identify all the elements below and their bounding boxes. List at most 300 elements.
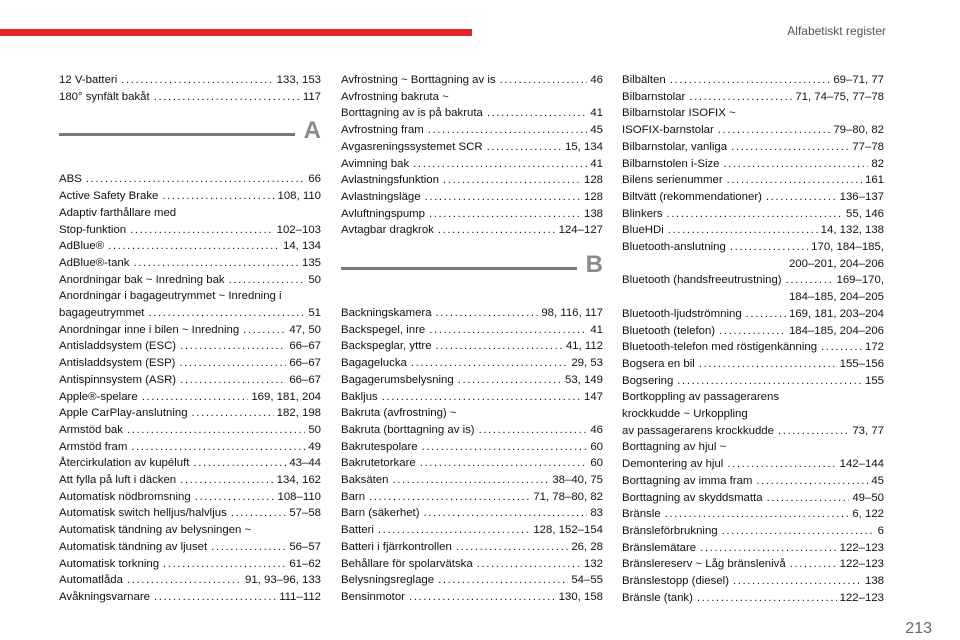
index-entry: [59, 338, 321, 355]
dot-leader: [718, 122, 831, 139]
entry-line: [622, 573, 884, 590]
entry-text: Bluetooth-ljudströmning: [622, 307, 742, 320]
entry-line: [341, 422, 603, 439]
entry-text: Anordningar inne i bilen ~ Inredning: [59, 323, 240, 336]
index-entry: [341, 389, 603, 406]
index-entry: [59, 522, 321, 555]
index-entry: [341, 222, 603, 239]
index-entry: [341, 455, 603, 472]
entry-pages: 108, 110: [277, 190, 321, 203]
entry-line: [341, 206, 603, 223]
dot-leader: [456, 539, 569, 556]
entry-line: [59, 572, 321, 589]
dot-leader: [195, 489, 275, 506]
dot-leader: [458, 372, 562, 389]
entry-line: [622, 189, 884, 206]
dot-leader: [411, 355, 568, 372]
entry-pages: 29, 53: [571, 357, 603, 370]
dot-leader: [243, 322, 286, 339]
entry-text: Borttagning av skyddsmatta: [622, 491, 763, 504]
dot-leader: [719, 323, 786, 340]
entry-pages: 155: [864, 374, 884, 387]
entry-pages: 170, 184–185,: [811, 241, 884, 254]
entry-text: ABS: [59, 173, 82, 186]
dot-leader: [724, 156, 869, 173]
dot-leader: [229, 272, 306, 289]
dot-leader: [436, 305, 539, 322]
dot-leader: [756, 473, 868, 490]
dot-leader: [487, 105, 587, 122]
entry-pages: 79–80, 82: [833, 124, 884, 137]
entry-text: AdBlue®: [59, 240, 105, 253]
dot-leader: [424, 505, 588, 522]
entry-text: BlueHDi: [622, 224, 664, 237]
entry-pages: 111–112: [279, 590, 321, 603]
entry-line: [341, 222, 603, 239]
entry-text: Bluetooth (telefon): [622, 324, 716, 337]
entry-line: [622, 206, 884, 223]
entry-pages: 49–50: [852, 491, 884, 504]
entry-line: [59, 338, 321, 355]
entry-line: [59, 422, 321, 439]
entry-text: Bensinmotor: [341, 590, 405, 603]
index-entry: [622, 540, 884, 557]
index-entry: [341, 122, 603, 139]
entry-line: [622, 72, 884, 89]
entry-line: [341, 439, 603, 456]
index-entry: [341, 372, 603, 389]
entry-text: Bluetooth (handsfreeutrustning): [622, 274, 782, 287]
entry-pages: 82: [871, 157, 884, 170]
dot-leader: [767, 490, 850, 507]
entry-pages: 161: [864, 174, 884, 187]
index-entry: [341, 89, 603, 122]
index-entry: [59, 472, 321, 489]
index-entry: [59, 505, 321, 522]
index-entry: [341, 172, 603, 189]
entry-line: [59, 539, 321, 556]
entry-pages: 135: [301, 256, 321, 269]
dot-leader: [677, 373, 862, 390]
section-divider: [59, 119, 321, 163]
index-entry: [622, 239, 884, 272]
index-entry: [622, 523, 884, 540]
entry-line: [622, 373, 884, 390]
entry-text: Belysningsreglage: [341, 574, 435, 587]
index-entry: [622, 356, 884, 373]
dot-leader: [746, 306, 786, 323]
index-entry: [622, 439, 884, 472]
entry-line: [622, 556, 884, 573]
entry-line: [59, 171, 321, 188]
entry-pages: 61–62: [289, 557, 321, 570]
index-entry: [622, 222, 884, 239]
entry-text: Bilbälten: [622, 74, 666, 86]
entry-line: [622, 423, 884, 440]
entry-line: [622, 156, 884, 173]
entry-pages: 134, 162: [276, 474, 321, 487]
dot-leader: [154, 89, 300, 106]
entry-line: [59, 305, 321, 322]
entry-pages: 45: [590, 124, 603, 137]
entry-text: Bakruta (avfrostning) ~: [341, 407, 457, 420]
index-entry: [59, 72, 321, 89]
entry-line: [341, 139, 603, 156]
dot-leader: [731, 139, 849, 156]
entry-pages: 6, 122: [852, 508, 884, 521]
entry-line: [341, 589, 603, 606]
entry-text: Automatisk tändning av belysningen ~: [59, 524, 252, 537]
entry-text: Att fylla på luft i däcken: [59, 474, 177, 487]
entry-line: [341, 72, 603, 89]
entry-pages: 128: [583, 190, 603, 203]
dot-leader: [369, 489, 530, 506]
entry-pages: 50: [308, 273, 321, 286]
entry-pages-continued: 200–201, 204–206: [788, 257, 884, 270]
entry-pages: 83: [590, 507, 603, 520]
dot-leader: [413, 156, 587, 173]
entry-text: Avlastningsläge: [341, 190, 421, 203]
entry-text: Borttagning av is på bakruta: [341, 107, 483, 120]
entry-line: [622, 306, 884, 323]
index-entry: [341, 405, 603, 438]
entry-text: Bränslereserv ~ Låg bränslenivå: [622, 558, 786, 571]
section-divider: [341, 253, 603, 297]
index-entry: [341, 338, 603, 355]
entry-text: Apple CarPlay-anslutning: [59, 407, 188, 420]
entry-line: [341, 156, 603, 173]
dot-leader: [436, 338, 563, 355]
entry-pages: 66: [308, 173, 321, 186]
dot-leader: [668, 222, 818, 239]
index-entry: [59, 89, 321, 106]
index-entry: [622, 573, 884, 590]
entry-line: [59, 188, 321, 205]
entry-pages: 14, 134: [282, 240, 321, 253]
index-entry: [622, 172, 884, 189]
index-entry: [59, 489, 321, 506]
index-entry: [341, 156, 603, 173]
entry-pages: 50: [308, 423, 321, 436]
entry-line: [59, 455, 321, 472]
entry-line: [341, 539, 603, 556]
entry-line: [341, 355, 603, 372]
index-entry: [341, 589, 603, 606]
index-entry: [59, 422, 321, 439]
entry-text: Avfrostning ~ Borttagning av is: [341, 74, 496, 86]
dot-leader: [193, 455, 286, 472]
index-entry: [341, 539, 603, 556]
entry-line: [341, 389, 603, 406]
entry-text: Avgasreningssystemet SCR: [341, 140, 483, 153]
index-entry: [341, 139, 603, 156]
entry-pages: 122–123: [839, 591, 884, 604]
header-accent-bar: [0, 29, 472, 36]
dot-leader: [211, 539, 286, 556]
entry-text: Automatisk nödbromsning: [59, 490, 191, 503]
entry-text: Antisladdsystem (ESC): [59, 340, 177, 353]
dot-leader: [766, 189, 837, 206]
entry-pages: 102–103: [276, 223, 321, 236]
index-entry: [59, 455, 321, 472]
entry-line: [59, 272, 321, 289]
entry-text: Bilbarnstolar ISOFIX ~: [622, 107, 736, 120]
dot-leader: [821, 339, 862, 356]
index-entry: [59, 355, 321, 372]
index-entry: [622, 306, 884, 323]
dot-leader: [154, 589, 276, 606]
entry-line: [59, 589, 321, 606]
entry-line: [622, 590, 884, 607]
entry-line: [622, 523, 884, 540]
dot-leader: [730, 239, 808, 256]
index-entry: [59, 238, 321, 255]
entry-pages: 15, 134: [564, 140, 603, 153]
index-entry: [622, 156, 884, 173]
dot-leader: [670, 72, 831, 89]
entry-text: Automatlåda: [59, 574, 123, 587]
dot-leader: [192, 405, 274, 422]
entry-pages: 98, 116, 117: [541, 307, 603, 320]
entry-line: [59, 489, 321, 506]
entry-text: Bilbarnstolen i-Size: [622, 157, 720, 170]
entry-text: Automatisk tändning av ljuset: [59, 540, 208, 553]
entry-text: Behållare för spolarvätska: [341, 557, 473, 570]
entry-pages: 43–44: [289, 457, 321, 470]
entry-line: [622, 323, 884, 340]
entry-pages: 53, 149: [564, 373, 603, 386]
index-entry: [341, 439, 603, 456]
entry-text: Automatisk torkning: [59, 557, 160, 570]
entry-pages: 66–67: [289, 357, 321, 370]
entry-line: [622, 540, 884, 557]
index-entry: [341, 522, 603, 539]
entry-line: [59, 405, 321, 422]
entry-line: [341, 322, 603, 339]
entry-text: Borttagning av hjul ~: [622, 441, 727, 454]
dot-leader: [429, 322, 587, 339]
index-entry: [59, 589, 321, 606]
dot-leader: [422, 439, 588, 456]
entry-text: Bakrutetorkare: [341, 457, 416, 470]
dot-leader: [443, 172, 581, 189]
entry-text: Antispinnsystem (ASR): [59, 373, 177, 386]
index-entry: [622, 490, 884, 507]
entry-text: Automatisk switch helljus/halvljus: [59, 507, 227, 520]
dot-leader: [131, 439, 305, 456]
dot-leader: [425, 189, 581, 206]
dot-leader: [378, 522, 530, 539]
entry-text: Bilbarnstolar, vanliga: [622, 140, 728, 153]
entry-text: Batteri i fjärrkontrollen: [341, 540, 452, 553]
index-entry: [341, 489, 603, 506]
entry-line: [59, 89, 321, 106]
entry-pages: 26, 28: [571, 540, 603, 553]
entry-text: Bakljus: [341, 390, 378, 403]
dot-leader: [393, 472, 550, 489]
entry-line: [341, 189, 603, 206]
entry-line: [341, 572, 603, 589]
entry-text: Bogsera en bil: [622, 357, 695, 370]
entry-pages: 142–144: [839, 458, 884, 471]
entry-text: Bagagelucka: [341, 357, 407, 370]
entry-text: Antisladdsystem (ESP): [59, 357, 176, 370]
section-letter: A: [303, 117, 321, 145]
entry-text: Stop-funktion: [59, 223, 127, 236]
entry-text: Bränsle: [622, 508, 661, 521]
entry-text: Bilbarnstolar: [622, 90, 686, 103]
section-rule: [341, 267, 577, 270]
entry-pages: 51: [308, 307, 321, 320]
entry-text: Avimning bak: [341, 157, 410, 170]
entry-text: Bakruta (borttagning av is): [341, 423, 475, 436]
entry-text: Demontering av hjul: [622, 458, 724, 471]
entry-line: [341, 556, 603, 573]
entry-text: Backningskamera: [341, 307, 432, 320]
index-entry: [622, 590, 884, 607]
section-letter: B: [585, 251, 603, 279]
dot-leader: [699, 356, 837, 373]
entry-text: Baksäten: [341, 474, 389, 487]
dot-leader: [500, 72, 588, 89]
entry-pages: 41: [590, 157, 603, 170]
entry-pages: 46: [590, 423, 603, 436]
entry-text: Bluetooth-anslutning: [622, 241, 726, 254]
index-entry: [622, 139, 884, 156]
entry-line: [59, 355, 321, 372]
dot-leader: [479, 422, 588, 439]
entry-pages: 66–67: [289, 373, 321, 386]
entry-line: [622, 356, 884, 373]
entry-pages: 69–71, 77: [833, 74, 884, 86]
entry-pages: 41: [590, 107, 603, 120]
index-entry: [622, 189, 884, 206]
entry-line: [341, 105, 603, 122]
entry-text: Återcirkulation av kupéluft: [59, 457, 190, 470]
entry-line: [622, 139, 884, 156]
entry-pages: 155–156: [839, 357, 884, 370]
dot-leader: [667, 206, 843, 223]
entry-pages: 60: [590, 457, 603, 470]
index-entry: [341, 355, 603, 372]
index-entry: [59, 572, 321, 589]
dot-leader: [790, 556, 837, 573]
entry-pages: 128, 152–154: [533, 524, 603, 537]
index-entry: [341, 72, 603, 89]
entry-text: Anordningar bak ~ Inredning bak: [59, 273, 225, 286]
index-entry: [59, 439, 321, 456]
entry-text: 180° synfält bakåt: [59, 90, 150, 103]
index-entry: [622, 389, 884, 439]
dot-leader: [733, 573, 862, 590]
entry-pages: 55, 146: [845, 207, 884, 220]
dot-leader: [700, 540, 837, 557]
entry-pages: 57–58: [289, 507, 321, 520]
entry-text: Avåkningsvarnare: [59, 590, 150, 603]
entry-text: Avlastningsfunktion: [341, 174, 439, 187]
entry-line: [59, 222, 321, 239]
index-entry: [622, 473, 884, 490]
index-entry: [341, 505, 603, 522]
entry-pages: 128: [583, 174, 603, 187]
dot-leader: [665, 506, 850, 523]
dot-leader: [727, 456, 836, 473]
index-entry: [59, 322, 321, 339]
entry-text: Backspegel, inre: [341, 323, 426, 336]
dot-leader: [409, 589, 556, 606]
entry-text: Avfrostning fram: [341, 124, 424, 137]
entry-pages: 132: [583, 557, 603, 570]
entry-text: Blinkers: [622, 207, 663, 220]
entry-pages: 147: [583, 390, 603, 403]
entry-pages: 136–137: [839, 190, 884, 203]
dot-leader: [127, 422, 305, 439]
entry-line: [622, 122, 884, 139]
entry-pages: 60: [590, 440, 603, 453]
index-entry: [622, 89, 884, 106]
dot-leader: [231, 505, 287, 522]
entry-text: AdBlue®-tank: [59, 256, 130, 269]
entry-pages: 46: [590, 74, 603, 86]
entry-line: [622, 473, 884, 490]
entry-pages: 38–40, 75: [552, 474, 603, 487]
entry-pages: 108–110: [277, 490, 321, 503]
dot-leader: [148, 305, 305, 322]
index-entry: [622, 506, 884, 523]
index-entry: [341, 322, 603, 339]
entry-line: [59, 322, 321, 339]
entry-pages: 172: [864, 341, 884, 354]
entry-pages: 169, 181, 203–204: [788, 307, 884, 320]
entry-text: Bilens serienummer: [622, 174, 723, 187]
index-entry: [622, 323, 884, 340]
entry-text: Barn: [341, 490, 366, 503]
entry-text: Armstöd bak: [59, 423, 123, 436]
entry-line: [59, 389, 321, 406]
dot-leader: [162, 188, 274, 205]
index-entry: [622, 105, 884, 138]
entry-line: [341, 372, 603, 389]
dot-leader: [180, 472, 274, 489]
entry-pages: 54–55: [571, 574, 603, 587]
entry-text: Bränsle (tank): [622, 591, 693, 604]
index-entry: [59, 372, 321, 389]
entry-pages: 77–78: [852, 140, 884, 153]
entry-text: Anordningar i bagageutrymmet ~ Inredning i: [59, 290, 282, 303]
entry-text: Biltvätt (rekommendationer): [622, 190, 762, 203]
index-entry: [59, 188, 321, 205]
dot-leader: [477, 556, 581, 573]
entry-line: [59, 505, 321, 522]
entry-line: [622, 272, 884, 289]
index-column-1: [59, 72, 321, 606]
index-entry: [622, 339, 884, 356]
entry-text: Bluetooth-telefon med röstigenkänning: [622, 341, 818, 354]
dot-leader: [382, 389, 581, 406]
entry-line: [341, 122, 603, 139]
entry-text: 12 V-batteri: [59, 74, 118, 86]
entry-pages: 184–185, 204–206: [788, 324, 884, 337]
index-entry: [341, 305, 603, 322]
entry-text: Bakrutespolare: [341, 440, 418, 453]
dot-leader: [438, 572, 568, 589]
entry-pages: 91, 93–96, 133: [244, 574, 321, 587]
entry-line: [341, 455, 603, 472]
entry-pages: 122–123: [839, 541, 884, 554]
index-entry: [59, 255, 321, 272]
entry-line: [341, 522, 603, 539]
dot-leader: [778, 423, 849, 440]
